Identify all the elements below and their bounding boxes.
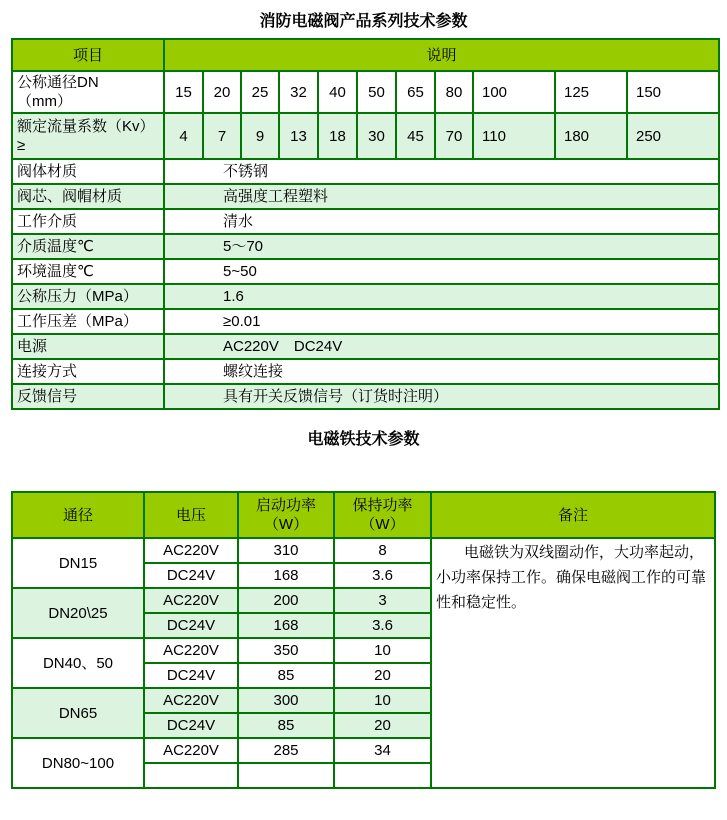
size-cell: DN80~100 [12,738,144,788]
spec-row-value: ≥0.01 [164,309,719,334]
dn-row-value: 20 [203,71,241,113]
voltage-cell: DC24V [144,663,238,688]
spec-row [12,209,719,234]
spec-row [12,359,719,384]
voltage-cell [144,763,238,788]
dn-row-value: 125 [555,71,627,113]
spec-row-value: 清水 [164,209,719,234]
hold-power-cell: 3.6 [334,563,431,588]
kv-row-label: 额定流量系数（Kv） ≥ [12,113,164,159]
hold-power-cell: 3 [334,588,431,613]
spec-row-label: 阀体材质 [12,159,164,184]
start-power-cell: 285 [238,738,334,763]
start-power-cell: 168 [238,563,334,588]
dn-row-value: 150 [627,71,719,113]
column-header-hold-power [334,492,431,538]
voltage-cell: AC220V [144,538,238,563]
header-hold-power-line1: 保持功率 [352,497,413,514]
kv-row [12,113,719,159]
magnet-params-table [11,491,716,789]
start-power-cell [238,763,334,788]
spec-row-value: 螺纹连接 [164,359,719,384]
kv-row-value: 7 [203,113,241,159]
spec-row-value: 5~50 [164,259,719,284]
spec-row-label: 介质温度℃ [12,234,164,259]
dn-row [12,71,719,113]
spec-row [12,184,719,209]
dn-row-value: 65 [396,71,435,113]
magnet-row [12,538,715,563]
spec-row [12,159,719,184]
spec-row [12,234,719,259]
start-power-cell: 350 [238,638,334,663]
dn-row-value: 25 [241,71,279,113]
column-header-size: 通径 [12,492,144,538]
spec-row [12,309,719,334]
start-power-cell: 85 [238,663,334,688]
column-header-start-power [238,492,334,538]
dn-row-value: 32 [279,71,318,113]
start-power-cell: 85 [238,713,334,738]
voltage-cell: AC220V [144,738,238,763]
spec-row-value: 高强度工程塑料 [164,184,719,209]
spec-row [12,334,719,359]
spec-row [12,284,719,309]
valve-table-body [12,39,719,409]
hold-power-cell: 20 [334,663,431,688]
column-header-remark: 备注 [431,492,715,538]
header-start-power-line2: （W） [263,516,309,533]
hold-power-cell: 34 [334,738,431,763]
spec-row-value: 5～70 [164,234,719,259]
spec-row-value: AC220V DC24V [164,334,719,359]
hold-power-cell: 3.6 [334,613,431,638]
voltage-cell: AC220V [144,588,238,613]
kv-row-value: 45 [396,113,435,159]
start-power-cell: 168 [238,613,334,638]
page-title: 消防电磁阀产品系列技术参数 [259,13,468,30]
spec-row-value: 具有开关反馈信号（订货时注明） [164,384,719,409]
start-power-cell: 310 [238,538,334,563]
voltage-cell: DC24V [144,613,238,638]
header-hold-power-line2: （W） [360,516,405,533]
spec-row-label: 反馈信号 [12,384,164,409]
size-cell: DN65 [12,688,144,738]
dn-row-value: 80 [435,71,473,113]
size-cell: DN15 [12,538,144,588]
kv-row-value: 13 [279,113,318,159]
magnet-table-body [12,492,715,788]
spec-row-label: 阀芯、阀帽材质 [12,184,164,209]
voltage-cell: AC220V [144,638,238,663]
spec-row-label: 工作压差（MPa） [12,309,164,334]
column-header-voltage: 电压 [144,492,238,538]
hold-power-cell: 8 [334,538,431,563]
spec-row-label: 环境温度℃ [12,259,164,284]
valve-header-row [12,39,719,71]
valve-params-table [11,38,720,410]
dn-row-label: 公称通径DN （mm） [12,71,164,113]
dn-row-value: 40 [318,71,357,113]
column-header-item: 项目 [12,39,164,71]
spec-row [12,384,719,409]
spec-row-value: 不锈钢 [164,159,719,184]
section-title: 电磁铁技术参数 [307,431,420,448]
dn-row-value: 100 [473,71,555,113]
remark-cell: 电磁铁为双线圈动作，大功率起动，小功率保持工作。确保电磁阀工作的可靠性和稳定性。 [431,538,715,788]
kv-row-value: 250 [627,113,719,159]
header-start-power-line1: 启动功率 [255,497,316,514]
start-power-cell: 200 [238,588,334,613]
start-power-cell: 300 [238,688,334,713]
spec-row-label: 电源 [12,334,164,359]
spec-row-label: 公称压力（MPa） [12,284,164,309]
dn-row-value: 15 [164,71,203,113]
voltage-cell: DC24V [144,713,238,738]
voltage-cell: DC24V [144,563,238,588]
voltage-cell: AC220V [144,688,238,713]
dn-row-value: 50 [357,71,396,113]
size-cell: DN20\25 [12,588,144,638]
magnet-header-row [12,492,715,538]
hold-power-cell: 10 [334,638,431,663]
spec-row-value: 1.6 [164,284,719,309]
hold-power-cell: 10 [334,688,431,713]
kv-row-value: 110 [473,113,555,159]
column-header-description: 说明 [164,39,719,71]
size-cell: DN40、50 [12,638,144,688]
kv-row-value: 70 [435,113,473,159]
kv-row-value: 4 [164,113,203,159]
spec-row-label: 工作介质 [12,209,164,234]
hold-power-cell: 20 [334,713,431,738]
kv-row-value: 180 [555,113,627,159]
kv-row-value: 18 [318,113,357,159]
spec-row-label: 连接方式 [12,359,164,384]
kv-row-value: 9 [241,113,279,159]
spec-row [12,259,719,284]
hold-power-cell [334,763,431,788]
kv-row-value: 30 [357,113,396,159]
